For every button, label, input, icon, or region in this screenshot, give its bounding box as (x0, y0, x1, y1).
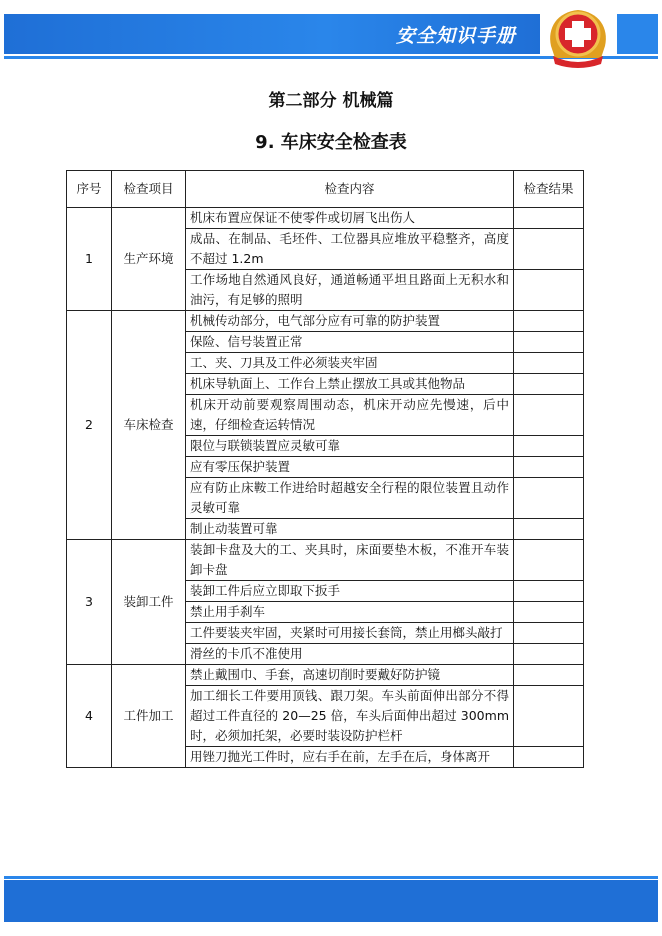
check-result-cell[interactable] (514, 229, 584, 270)
table-row (67, 540, 584, 581)
check-result-cell[interactable] (514, 665, 584, 686)
check-content: 限位与联锁装置应灵敏可靠 (186, 436, 514, 457)
table-header-row (67, 171, 584, 208)
header-banner (4, 14, 540, 54)
check-result-cell[interactable] (514, 374, 584, 395)
header-item: 检查项目 (112, 171, 186, 208)
group-number: 2 (67, 311, 112, 540)
check-content: 应有防止床鞍工作进给时超越安全行程的限位装置且动作灵敏可靠 (186, 478, 514, 519)
check-result-cell[interactable] (514, 623, 584, 644)
check-content: 保险、信号装置正常 (186, 332, 514, 353)
check-result-cell[interactable] (514, 208, 584, 229)
check-result-cell[interactable] (514, 644, 584, 665)
header-num: 序号 (67, 171, 112, 208)
group-item: 装卸工件 (112, 540, 186, 665)
check-result-cell[interactable] (514, 436, 584, 457)
table-row (67, 208, 584, 229)
check-result-cell[interactable] (514, 686, 584, 747)
check-content: 用锉刀抛光工件时，应右手在前，左手在后，身体离开 (186, 747, 514, 768)
group-item: 生产环境 (112, 208, 186, 311)
check-content: 机床布置应保证不使零件或切屑飞出伤人 (186, 208, 514, 229)
check-result-cell[interactable] (514, 457, 584, 478)
header-result: 检查结果 (514, 171, 584, 208)
check-result-cell[interactable] (514, 581, 584, 602)
handbook-title: 安全知识手册 (395, 24, 516, 47)
checklist-title: 9. 车床安全检查表 (255, 132, 407, 153)
check-content: 机床开动前要观察周围动态，机床开动应先慢速，后中速，仔细检查运转情况 (186, 395, 514, 436)
check-content: 工件要装夹牢固，夹紧时可用接长套筒，禁止用榔头敲打 (186, 623, 514, 644)
check-result-cell[interactable] (514, 270, 584, 311)
table-row (67, 665, 584, 686)
footer-bar (4, 880, 658, 922)
check-result-cell[interactable] (514, 519, 584, 540)
check-content: 滑丝的卡爪不准使用 (186, 644, 514, 665)
check-result-cell[interactable] (514, 395, 584, 436)
check-content: 装卸卡盘及大的工、夹具时，床面要垫木板，不准开车装卸卡盘 (186, 540, 514, 581)
check-content: 成品、在制品、毛坯件、工位器具应堆放平稳整齐，高度不超过 1.2m (186, 229, 514, 270)
check-content: 加工细长工件要用顶钱、跟刀架。车头前面伸出部分不得超过工件直径的 20—25 倍，车头后面伸出超过 300mm 时，必须加托架，必要时装设防护栏杆 (186, 686, 514, 747)
check-result-cell[interactable] (514, 311, 584, 332)
group-number: 4 (67, 665, 112, 768)
check-content: 禁止戴围巾、手套，高速切削时要戴好防护镜 (186, 665, 514, 686)
group-item: 工件加工 (112, 665, 186, 768)
check-content: 禁止用手刹车 (186, 602, 514, 623)
check-content: 装卸工件后应立即取下扳手 (186, 581, 514, 602)
check-content: 机床导轨面上、工作台上禁止摆放工具或其他物品 (186, 374, 514, 395)
check-result-cell[interactable] (514, 540, 584, 581)
table-row (67, 311, 584, 332)
lathe-safety-checklist-table (66, 170, 584, 768)
footer-stripe (4, 876, 658, 879)
check-content: 工作场地自然通风良好，通道畅通平坦且路面上无积水和油污，有足够的照明 (186, 270, 514, 311)
part-title: 第二部分 机械篇 (268, 91, 394, 111)
check-content: 工、夹、刀具及工件必须装夹牢固 (186, 353, 514, 374)
check-result-cell[interactable] (514, 353, 584, 374)
group-number: 3 (67, 540, 112, 665)
group-item: 车床检查 (112, 311, 186, 540)
check-result-cell[interactable] (514, 747, 584, 768)
check-content: 应有零压保护装置 (186, 457, 514, 478)
header-banner-right (617, 14, 658, 54)
check-result-cell[interactable] (514, 602, 584, 623)
check-content: 制止动装置可靠 (186, 519, 514, 540)
check-result-cell[interactable] (514, 332, 584, 353)
safety-emblem-icon (543, 6, 613, 70)
header-content: 检查内容 (186, 171, 514, 208)
group-number: 1 (67, 208, 112, 311)
check-content: 机械传动部分，电气部分应有可靠的防护装置 (186, 311, 514, 332)
check-result-cell[interactable] (514, 478, 584, 519)
